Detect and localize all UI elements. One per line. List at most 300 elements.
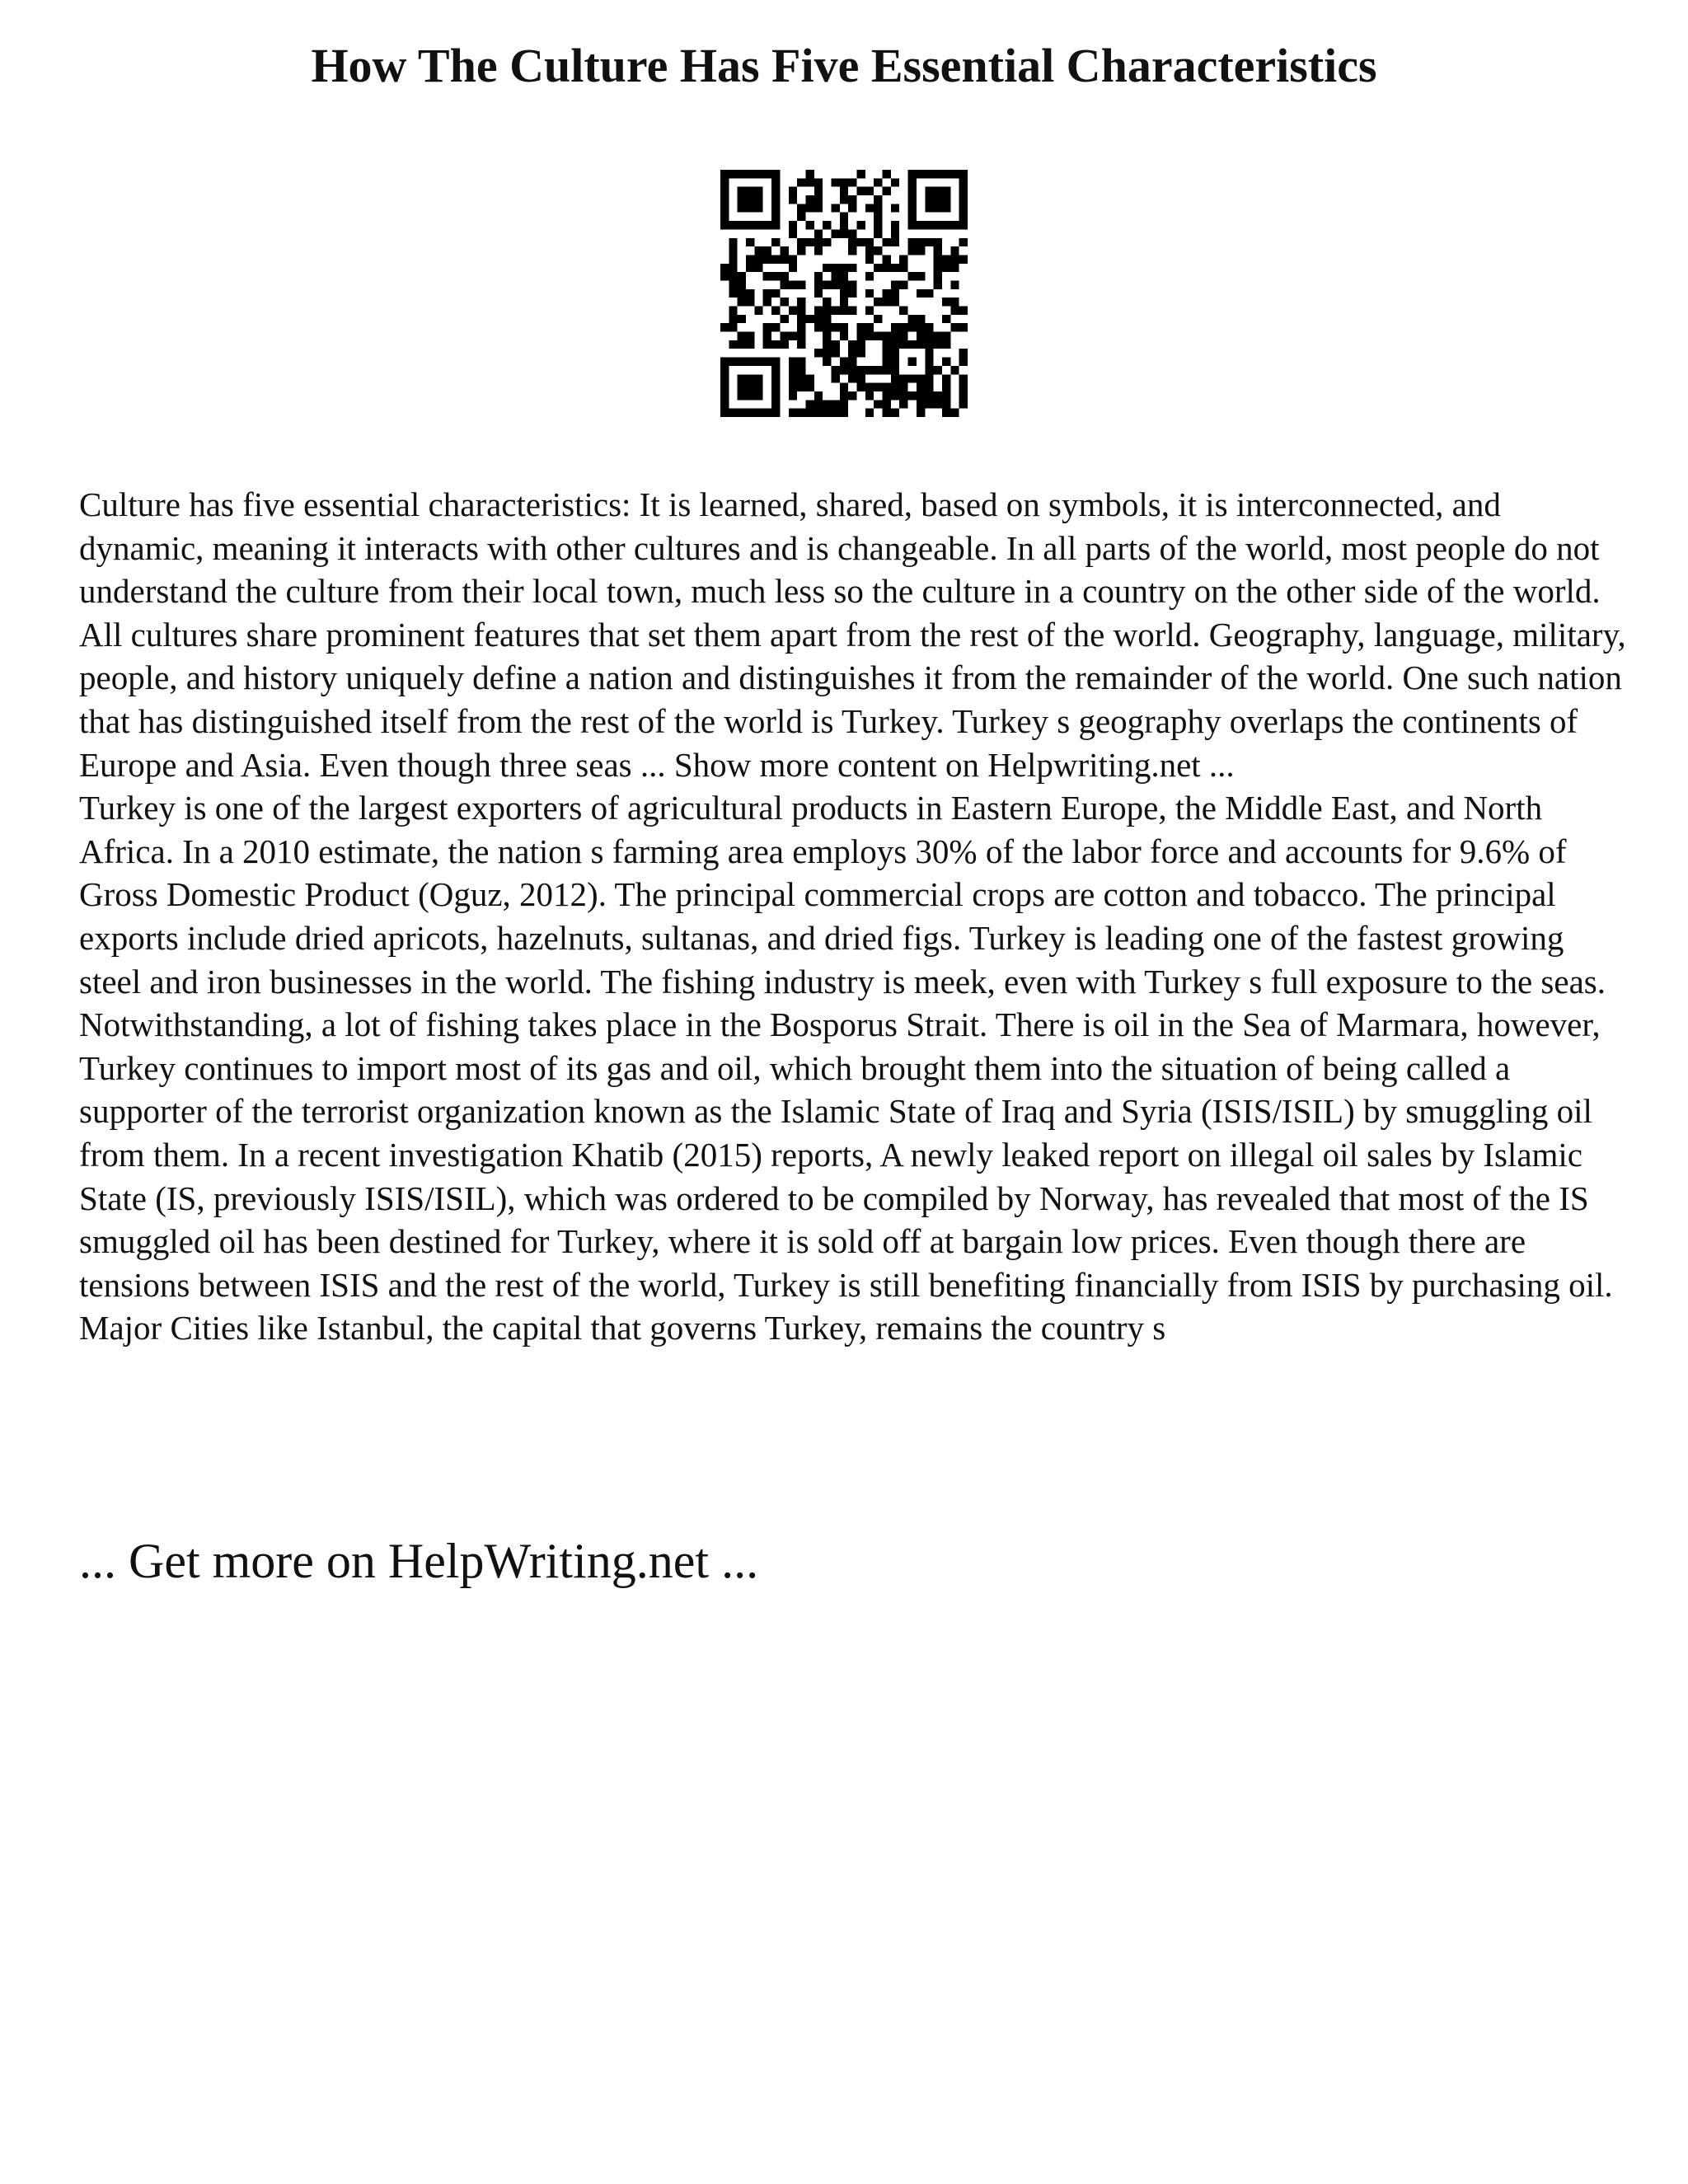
qr-module [814,280,823,288]
qr-module [729,280,737,288]
qr-module [840,383,848,391]
qr-module [959,323,968,331]
qr-module [959,383,968,391]
qr-module [831,374,839,382]
qr-module [780,272,788,280]
qr-module [865,255,874,263]
qr-module [797,374,805,382]
qr-module [899,400,907,408]
qr-module [891,204,899,212]
qr-module [840,409,848,417]
qr-module [840,289,848,298]
qr-module [840,358,848,366]
qr-module [865,332,874,340]
qr-module [934,272,942,280]
qr-module [840,178,848,186]
qr-module [729,238,737,246]
qr-module [899,255,907,263]
qr-module [865,204,874,212]
qr-timing [771,340,780,349]
qr-module [874,366,882,374]
qr-module [865,323,874,331]
qr-module [797,366,805,374]
qr-module [763,323,771,331]
qr-module [789,187,797,195]
qr-module [917,289,925,298]
qr-module [934,246,942,255]
qr-module [746,332,754,340]
qr-module [925,400,933,408]
qr-module [823,349,831,357]
qr-module [925,391,933,400]
qr-module [917,323,925,331]
qr-module [840,213,848,221]
qr-timing [805,221,814,229]
qr-module [797,204,805,212]
qr-module [917,391,925,400]
qr-timing [857,221,865,229]
qr-module [789,366,797,374]
qr-module [814,246,823,255]
qr-module [738,272,746,280]
qr-module [789,409,797,417]
qr-module [883,255,891,263]
qr-module [848,178,856,186]
qr-module [925,323,933,331]
qr-timing [891,221,899,229]
qr-module [925,383,933,391]
qr-module [848,195,856,204]
qr-module [950,298,959,306]
qr-module [814,307,823,315]
qr-module [805,383,814,391]
qr-module [754,255,762,263]
qr-module [865,246,874,255]
qr-code-graphic [720,170,968,417]
qr-module [831,340,839,349]
page-title: How The Culture Has Five Essential Characteristics [311,39,1377,92]
qr-module [823,280,831,288]
qr-module [814,409,823,417]
qr-module [831,272,839,280]
qr-code-icon[interactable] [720,170,968,417]
qr-timing [771,238,780,246]
qr-module [883,358,891,366]
qr-module [899,323,907,331]
qr-module [805,374,814,382]
qr-module [874,400,882,408]
qr-module [840,272,848,280]
qr-module [925,238,933,246]
qr-module [780,255,788,263]
qr-module [917,272,925,280]
qr-module [754,264,762,272]
qr-module [942,340,950,349]
qr-module [831,349,839,357]
qr-module [805,204,814,212]
qr-module [789,374,797,382]
qr-module [823,358,831,366]
qr-module [823,409,831,417]
qr-module [908,315,917,323]
qr-module [746,289,754,298]
qr-module [797,358,805,366]
qr-module [823,323,831,331]
qr-module [942,332,950,340]
qr-module [746,255,754,263]
qr-module [780,280,788,288]
qr-module [805,170,814,178]
qr-module [917,409,925,417]
qr-module [797,323,805,331]
qr-module [814,195,823,204]
qr-module [959,255,968,263]
qr-module [729,289,737,298]
qr-module [959,400,968,408]
qr-module [814,323,823,331]
qr-module [934,255,942,263]
qr-module [891,178,899,186]
qr-module [831,264,839,272]
qr-module [729,307,737,315]
qr-module [857,383,865,391]
qr-module [950,323,959,331]
qr-module [814,178,823,186]
qr-module [883,264,891,272]
qr-module [763,298,771,306]
qr-module [797,383,805,391]
qr-module [763,255,771,263]
qr-module [823,238,831,246]
qr-module [789,307,797,315]
qr-module [917,332,925,340]
qr-module [959,307,968,315]
qr-module [840,332,848,340]
qr-module [959,391,968,400]
qr-module [814,315,823,323]
qr-module [917,400,925,408]
qr-module [840,229,848,237]
qr-module [874,195,882,204]
qr-module [857,187,865,195]
qr-module [763,246,771,255]
qr-module [848,307,856,315]
qr-module [891,323,899,331]
qr-module [865,187,874,195]
qr-module [840,391,848,400]
qr-module [840,323,848,331]
qr-timing [789,221,797,229]
qr-module [831,204,839,212]
qr-module [934,280,942,288]
qr-module [857,374,865,382]
qr-module [891,264,899,272]
qr-module [840,307,848,315]
qr-module [789,332,797,340]
qr-module [848,366,856,374]
qr-module [891,229,899,237]
qr-module [797,332,805,340]
qr-module [942,358,950,366]
qr-module [780,315,788,323]
qr-module [738,332,746,340]
qr-module [848,374,856,382]
qr-module [865,272,874,280]
qr-module [738,280,746,288]
qr-module [874,332,882,340]
qr-module [917,315,925,323]
qr-module [891,391,899,400]
qr-module [883,289,891,298]
qr-module [805,178,814,186]
qr-module [780,332,788,340]
qr-module [805,195,814,204]
qr-module [917,383,925,391]
qr-module [891,280,899,288]
qr-module [934,264,942,272]
qr-module [763,332,771,340]
qr-timing [771,272,780,280]
qr-module [789,229,797,237]
qr-module [883,366,891,374]
qr-module [831,409,839,417]
qr-module [848,264,856,272]
qr-module [823,315,831,323]
qr-finder-core [738,374,763,400]
qr-timing [771,307,780,315]
qr-module [891,383,899,391]
qr-module [848,280,856,288]
qr-module [950,255,959,263]
qr-module [899,307,907,315]
qr-module [738,298,746,306]
qr-module [848,340,856,349]
qr-module [789,383,797,391]
qr-module [754,246,762,255]
qr-module [865,409,874,417]
qr-module [934,400,942,408]
qr-module [942,383,950,391]
qr-module [840,187,848,195]
qr-module [797,307,805,315]
qr-module [797,280,805,288]
qr-module [899,383,907,391]
qr-module [857,332,865,340]
qr-module [848,349,856,357]
qr-module [942,409,950,417]
qr-module [899,332,907,340]
qr-module [883,238,891,246]
qr-module [942,374,950,382]
qr-module [925,332,933,340]
qr-module [942,391,950,400]
qr-module [865,391,874,400]
qr-module [831,307,839,315]
qr-module [874,264,882,272]
qr-module [763,272,771,280]
qr-module [883,349,891,357]
qr-module [908,272,917,280]
qr-module [738,315,746,323]
qr-module [823,340,831,349]
qr-module [831,366,839,374]
qr-module [814,391,823,400]
qr-module [865,366,874,374]
qr-module [865,307,874,315]
qr-module [857,323,865,331]
qr-module [891,332,899,340]
qr-module [934,238,942,246]
qr-module [874,204,882,212]
qr-module [823,298,831,306]
qr-module [883,332,891,340]
qr-module [891,238,899,246]
qr-module [789,280,797,288]
qr-module [763,289,771,298]
qr-module [814,349,823,357]
qr-module [917,246,925,255]
qr-module [899,264,907,272]
qr-module [950,366,959,374]
qr-module [883,383,891,391]
qr-module [874,213,882,221]
qr-module [942,400,950,408]
qr-module [883,170,891,178]
qr-module [908,391,917,400]
qr-module [814,204,823,212]
qr-module [738,340,746,349]
qr-module [934,332,942,340]
qr-module [805,315,814,323]
qr-module [814,229,823,237]
qr-module [874,178,882,186]
qr-module [840,264,848,272]
qr-module [874,298,882,306]
qr-module [942,315,950,323]
qr-module [729,315,737,323]
qr-module [814,400,823,408]
qr-module [857,170,865,178]
qr-module [831,400,839,408]
qr-timing [840,221,848,229]
qr-module [814,187,823,195]
qr-module [950,280,959,288]
qr-module [789,264,797,272]
qr-module [874,246,882,255]
qr-module [823,264,831,272]
qr-module [797,238,805,246]
qr-module [908,323,917,331]
qr-module [950,307,959,315]
qr-align-core [908,358,917,366]
qr-module [891,289,899,298]
qr-module [805,238,814,246]
qr-module [831,178,839,186]
article-paragraph-1: Culture has five essential characteristics: It is learned, shared, based on symbols, it is interconnected, and dynamic, meaning it interacts with other cultures and is changeable. In all parts of the world, most people do not understand the culture from their local town, much less so the culture in a country on the other side of the world. All cultures share prominent features that set them apart from the rest of the world. Geography, language, military, people, and history uniquely define a nation and distinguishes it from the remainder of the world. One such nation that has distinguished itself from the rest of the world is Turkey. Turkey s geography overlaps the continents of Europe and Asia. Even though three seas ... Show more content on Helpwriting.net ... [79,485,1626,784]
qr-module [797,409,805,417]
qr-module [959,349,968,357]
qr-module [848,204,856,212]
qr-module [746,340,754,349]
qr-module [729,323,737,331]
qr-module [840,280,848,288]
qr-module [823,400,831,408]
qr-module [797,315,805,323]
qr-module [874,229,882,237]
qr-module [950,409,959,417]
qr-module [865,383,874,391]
qr-module [831,229,839,237]
qr-module [797,178,805,186]
qr-timing [771,289,780,298]
qr-module [865,289,874,298]
qr-module [831,280,839,288]
qr-module [874,315,882,323]
qr-module [925,289,933,298]
qr-module [950,264,959,272]
qr-module [959,238,968,246]
qr-module [840,366,848,374]
qr-module [908,246,917,255]
qr-module [729,340,737,349]
qr-module [883,409,891,417]
qr-module [780,340,788,349]
qr-timing [823,221,831,229]
qr-finder-core [738,187,763,213]
qr-module [899,391,907,400]
qr-module [814,289,823,298]
get-more-link[interactable]: ... Get more on HelpWriting.net ... [79,1534,759,1588]
qr-module [883,298,891,306]
qr-module [942,264,950,272]
qr-module [780,246,788,255]
qr-module [959,374,968,382]
qr-module [891,298,899,306]
qr-module [814,238,823,246]
qr-module [805,409,814,417]
article-body [79,483,1629,1350]
qr-module [797,298,805,306]
qr-module [720,264,729,272]
qr-module [874,383,882,391]
qr-timing [874,221,882,229]
qr-module [797,340,805,349]
qr-module [848,391,856,400]
qr-module [857,340,865,349]
article-paragraph-2: Turkey is one of the largest exporters of agricultural products in Eastern Europe, the Middle East, and North Africa. In a 2010 estimate, the nation s farming area employs 30% of the labor force and accounts for 9.6% of Gross Domestic Product (Oguz, 2012). The principal commercial crops are cotton and tobacco. The principal exports include dried apricots, hazelnuts, sultanas, and dried figs. Turkey is leading one of the fastest growing steel and iron businesses in the world. The fishing industry is meek, even with Turkey s full exposure to the seas. Notwithstanding, a lot of fishing takes place in the Bosporus Strait. There is oil in the Sea of Marmara, however, Turkey continues to import most of its gas and oil, which brought them into the situation of being called a supporter of the terrorist organization known as the Islamic State of Iraq and Syria (ISIS/ISIL) by smuggling oil from them. In a recent investigation Khatib (2015) reports, A newly leaked report on illegal oil sales by Islamic State (IS, previously ISIS/ISIL), which was ordered to be compiled by Norway, has revealed that most of the IS smuggled oil has been destined for Turkey, where it is sold off at bargain low prices. Even though there are tensions between ISIS and the rest of the world, Turkey is still benefiting financially from ISIS by purchasing oil. Major Cities like Istanbul, the capital that governs Turkey, remains the country s [79,789,1613,1347]
qr-module [746,298,754,306]
qr-module [848,229,856,237]
qr-module [789,195,797,204]
qr-module [797,246,805,255]
qr-module [797,213,805,221]
qr-module [857,349,865,357]
qr-module [883,340,891,349]
qr-module [840,298,848,306]
qr-module [720,272,729,280]
qr-module [789,391,797,400]
qr-module [840,400,848,408]
qr-module [848,238,856,246]
qr-module [959,358,968,366]
qr-module [729,272,737,280]
qr-module [883,400,891,408]
qr-module [917,238,925,246]
qr-module [891,409,899,417]
qr-module [805,400,814,408]
qr-module [840,195,848,204]
qr-module [789,358,797,366]
